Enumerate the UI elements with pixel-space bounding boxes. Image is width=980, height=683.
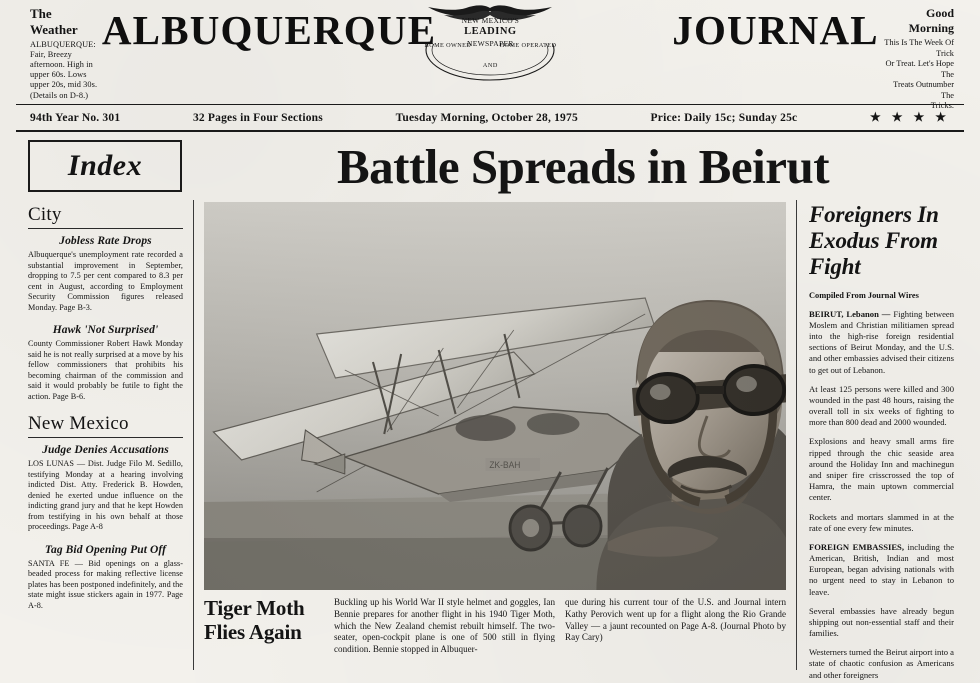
nameplate-word-left: ALBUQUERQUE (101, 7, 437, 53)
good-morning-line-3: Treats Outnumber The (893, 80, 954, 100)
index-box[interactable] (28, 140, 182, 192)
weather-line-1: ALBUQUERQUE: Fair, (30, 40, 96, 60)
index-label: Index (67, 149, 143, 182)
emblem-line-3: NEWSPAPER (467, 38, 514, 48)
index-item-body: LOS LUNAS — Dist. Judge Filo M. Sedillo, testifying Monday at a hearing involving indicted Dist. Atty. Frederick B. Howden, denied he exerted undue influence on the indicting grand jury and that he kept Howden from testifying in his own behalf at those proceedings. Page A-8 (28, 459, 183, 531)
folio-price: Price: Daily 15c; Sunday 25c (650, 111, 798, 124)
story-paragraph (809, 542, 954, 598)
good-morning-line-2: Or Treat. Let's Hope The (885, 59, 954, 79)
good-morning-line-1: This Is The Week Of Trick (884, 38, 954, 58)
emblem-line-2: LEADING (464, 26, 517, 38)
story-dateline: BEIRUT, Lebanon — (809, 308, 894, 319)
emblem-ring-right: HOME OPERATED (499, 42, 557, 49)
folio-pages: 32 Pages in Four Sections (192, 111, 323, 124)
story-paragraph-text: Fighting between Moslem and Christian militiamen spread into the high-rise foreign residential sections of Beirut Monday, and the U.S. and other embassies advised their citizens to get out of Lebanon. (809, 308, 954, 375)
masthead (12, 0, 968, 110)
index-item[interactable] (28, 544, 183, 612)
story-paragraph: Several embassies have already begun shipping out non-essential staff and their families. (809, 605, 954, 639)
index-item-title: Hawk 'Not Surprised' (52, 324, 159, 336)
index-item-title: Jobless Rate Drops (59, 235, 152, 247)
headline-row (12, 132, 968, 200)
story-paragraph-text: including the American, British, Indian and most European, began advising nationals with no urgent need to stay in Lebanon to leave. (809, 541, 955, 597)
index-item[interactable] (28, 235, 183, 313)
photo-kicker (204, 597, 334, 656)
story-paragraph: At least 125 persons were killed and 300 wounded in the past 48 hours, raising the overall toll in six weeks of fighting to more than 800 dead and 2000 wounded. (809, 383, 954, 428)
weather-text (30, 40, 102, 101)
weather-line-4: mid 30s. (Details on D-8.) (30, 80, 98, 100)
folio-bar (12, 105, 968, 130)
story-paragraph (809, 309, 954, 376)
right-story-headline: Foreigners In Exodus From Fight (809, 202, 939, 279)
photo-column (194, 200, 796, 670)
index-section-rule-city (28, 228, 183, 229)
index-item[interactable] (28, 324, 183, 402)
good-morning-box (879, 6, 968, 112)
story-paragraph-lead: FOREIGN EMBASSIES, (809, 541, 908, 552)
index-column (18, 200, 194, 670)
folio-date: Tuesday Morning, October 28, 1975 (395, 111, 578, 124)
good-morning-text (879, 38, 954, 112)
svg-text:ZK-BAH: ZK-BAH (489, 459, 521, 471)
emblem-ring-text (422, 42, 558, 49)
body-grid (12, 200, 968, 680)
story-paragraph: Westerners turned the Beirut airport into a state of chaotic confusion as Americans and other foreigners (809, 647, 954, 680)
index-item-title: Judge Denies Accusations (42, 444, 169, 456)
photo-kicker-line-2: Flies Again (204, 619, 302, 644)
main-headline: Battle Spreads in Beirut (336, 138, 830, 194)
folio-stars: ★ ★ ★ ★ (869, 110, 950, 124)
photo-caption-block (204, 597, 786, 656)
lead-photo (204, 202, 786, 590)
weather-title: The Weather (30, 6, 78, 37)
emblem-line-1: NEW MEXICO'S (461, 16, 520, 25)
index-item-body: SANTA FE — Bid openings on a glass-beaded process for making reflective license plates has been postponed indefinitely, and the state might issue stickers again in 1977. Page A-8. (28, 558, 183, 610)
story-credit: Compiled From Journal Wires (809, 291, 919, 301)
index-item-body: County Commissioner Robert Hawk Monday said he is not really surprised at a move by his fellow commissioners that prohibits his becoming chairman of the commission and said it would probably be futile to fight the action. Page B-6. (28, 339, 183, 401)
story-paragraph: Rockets and mortars slammed in at the rate of one every few minutes. (809, 511, 954, 533)
index-section-rule-new-mexico (28, 437, 183, 438)
weather-box (12, 6, 102, 101)
caption-columns (334, 597, 786, 656)
story-paragraph: Explosions and heavy small arms fire ripped through the chic seaside area around the Holiday Inn and machinegun and sniper fire crisscrossed the top of Hamra, the main uptown commercial center. (809, 436, 954, 503)
index-item[interactable] (28, 444, 183, 533)
newspaper-emblem (414, 2, 566, 88)
right-story-column (796, 200, 962, 680)
index-section-heading-city: City (28, 204, 62, 225)
weather-line-3: upper 60s. Lows upper 20s, (30, 70, 87, 90)
nameplate (101, 6, 879, 69)
photo-kicker-line-1: Tiger Moth (204, 596, 305, 620)
index-section-heading-new-mexico: New Mexico (28, 413, 129, 434)
folio-volume: 94th Year No. 301 (30, 111, 121, 124)
emblem-ring-bottom: AND (482, 62, 498, 69)
emblem-ring-left: HOME OWNED (424, 42, 472, 49)
biplane-pilot-photo (204, 202, 786, 590)
good-morning-title: Good Morning (908, 6, 954, 35)
weather-line-2: Breezy afternoon. High in (30, 50, 93, 70)
index-item-title: Tag Bid Opening Put Off (44, 543, 167, 556)
caption-column-1: Buckling up his World War II style helmet and goggles, Ian Bennie prepares for another flight in his 1940 Tiger Moth, which the New Zealand chemist rebuilt himself. The two-seater, open-cockpit plane is one of 500 still in flying condition. Bennie stopped in Albuquer- (334, 597, 555, 655)
good-morning-line-4: Tricks. (930, 101, 954, 110)
nameplate-word-right: JOURNAL (672, 7, 879, 53)
caption-column-2: que during his current tour of the U.S. and Journal intern Kathy Perovich went up for a flight along the Rio Grande Valley — a jaunt recounted on Page A-8. (Journal Photo by Ray Cary) (565, 597, 786, 643)
index-item-body: Albuquerque's unemployment rate recorded a substantial improvement in September, dropping to 7.5 per cent compared to 8.3 per cent in August, according to Employment Security Commission figures released Monday. Page B-3. (28, 250, 183, 312)
